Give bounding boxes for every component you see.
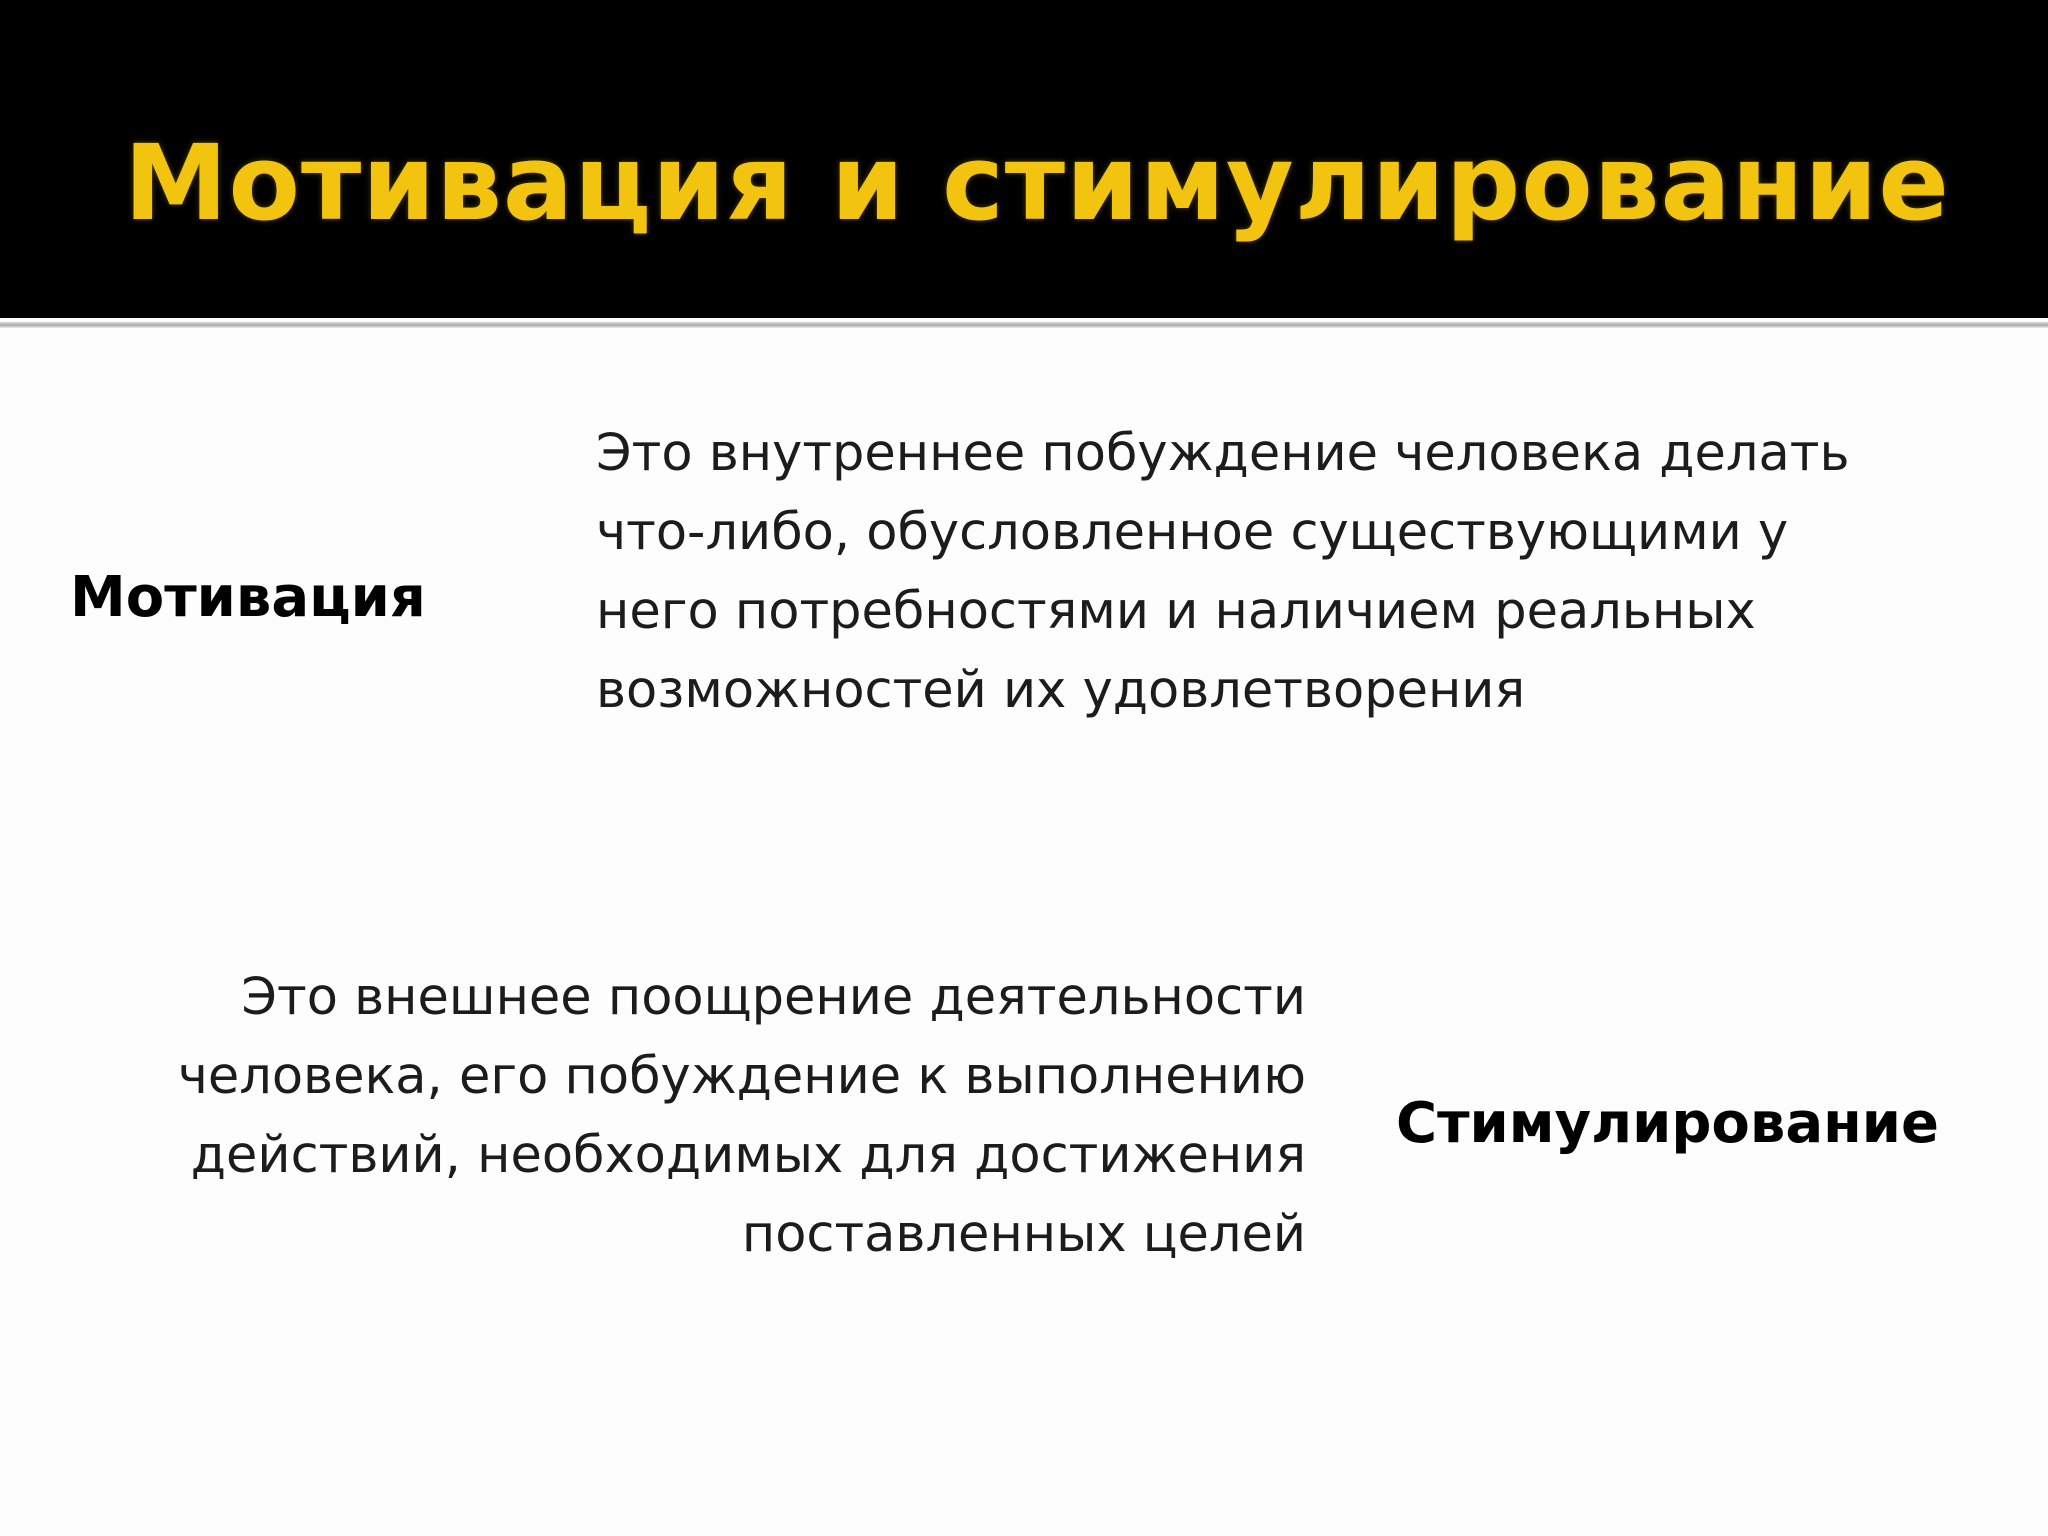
term-stimulation: Стимулирование [1396,1091,1940,1156]
definition-stimulation: Это внешнее поощрение деятельности человека, его побуждение к выполнению действий, необходимых для достижения поставленных целей [177,968,1306,1264]
slide-title: Мотивация и стимулирование [124,122,1950,244]
term-motivation: Мотивация [70,565,426,630]
title-divider [0,322,2048,328]
title-band [0,0,2048,318]
definition-motivation: Это внутреннее побуждение человека делать что-либо, обусловленное существующими у него потребностями и наличием реальных возможностей их удовлетворения [596,424,1850,720]
